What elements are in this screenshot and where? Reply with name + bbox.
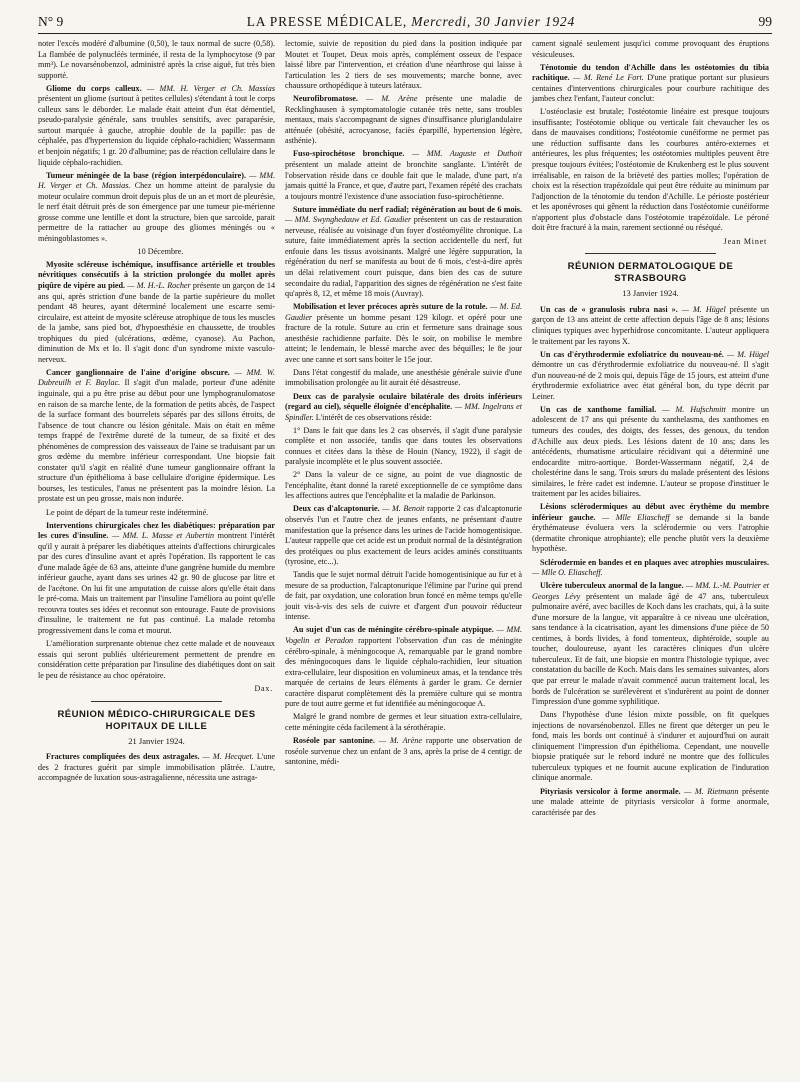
article-authors: — MM. L.-M. Pautrier et Georges Lévy — [532, 581, 770, 601]
issue-date: Mercredi, 30 Janvier 1924 — [411, 14, 576, 29]
article-text: présente un garçon de 14 ans qui, après striction d'une bande de la partie supérieure du mollet pendant 48 heures, ayant déterminé localement une escarre semi-circulaire, est atteint de myosite scléreuse atrophique de tous les muscles de la jambe, sans pied bot, d'hypoesthésie en chaussette, de troubles trophiques du pied (ulcérations, œdème, cyanose). Au Pachon, diminution de Mx et Io. Il s'agit donc d'un syndrome mixte vasculo-nerveux. — [38, 281, 276, 364]
session-date: 10 Décembre. — [137, 246, 184, 256]
article-authors: — M. Arène — [378, 735, 422, 745]
article-entry — [285, 392, 522, 424]
article-title: Lésions sclérodermiques au début avec érythème du membre inférieur gauche. — [532, 502, 769, 522]
article-entry — [285, 94, 522, 147]
text-columns — [38, 39, 772, 821]
article-entry — [285, 504, 522, 567]
article-title: Un cas de xanthome familial. — [540, 404, 657, 414]
paragraph: L'ostéoclasie est brutale; l'ostéotomie linéaire est presque toujours insuffisante; l'ostéotomie oblique ou verticale fait chevaucher les os dans de mauvaises conditions; l'ostéotomie cunéiforme ne permet pas une réduction suffisante dans les courbures antéro-externes et antérieures, les plus fréquentes; les ostéotomies multiples peuvent être presque toujours évitées; l'ostéotomie de Krukenberg est le plus souvent irréalisable, en raison de la brièveté des parties molles; l'opération de choix est la résection trapézoïdale qui peut être réduite au minimum par l'adjonction de la ténotomie du tendon d'Achille. Le périoste postérieur et les aponévroses qui gênent la réduction dans l'ostéotomie cunéiforme n'apportent plus d'obstacle dans l'ostéotomie trapézoïdale. Le péroné doit être fracturé à la main, rarement sectionné ou réséqué. — [532, 107, 769, 233]
article-authors: — MM. Vogelin et Peradon — [285, 625, 523, 646]
article-authors: — M. Hecquet. — [202, 752, 254, 762]
article-title: Neurofibromatose. — [293, 94, 358, 104]
paragraph: Tandis que le sujet normal détruit l'acide homogentisinique au fur et à mesure de sa production, l'alcaptonurique l'élimine par l'urine qui prend de fait, par oxydation, une coloration brun foncé en même temps qu'elle jouit vis-à-vis des sels de cuivre et d'argent d'un pouvoir réducteur intense. — [285, 570, 522, 622]
article-title: Au sujet d'un cas de méningite cérébro-spinale atypique. — [293, 625, 494, 635]
article-entry — [285, 625, 522, 709]
article-text: présente un garçon de 13 ans atteint de cette affection depuis l'âge de 8 ans; lésions cliniques typiques avec hyperhidrose concomitante. L'auteur appliquera le traitement par les rayons X. — [532, 304, 770, 346]
paragraph: Dans l'hypothèse d'une lésion mixte possible, on fit quelques injections de novarsénobenzol. Elles ne firent que déterger un peu le fond, mais les bords ont continué à s'indurer et aujourd'hui on aurait cliniquement l'impression d'un épithélioma. Cependant, une nouvelle biopsie pratiquée sur le rebord induré ne montre que des follicules tuberculeux typiques et ne fournit aucune explication de l'induration clinique anormale. — [532, 710, 769, 783]
article-text: présente une maladie de Recklinghausen à symptomatologie cutanée très nette, sans troubles mentaux, mais s'accompagnant de signes d'insuffisance pluriglandulaire atténuée (obésité, acrocyanose, faciès éparpillé, hypertension légère, asthénie). — [285, 94, 523, 146]
article-authors: — MM. L. Masse et Aubertin — [111, 531, 215, 541]
article-title: Deux cas de paralysie oculaire bilatérale des droits inférieurs (regard au ciel), séquelle éloignée d'encéphalite. — [285, 391, 522, 412]
article-title: Ténotomie du tendon d'Achille dans les ostéotomies du tibia rachitique. — [532, 62, 769, 83]
article-title: Fractures compliquées des deux astragales. — [46, 752, 200, 762]
paragraph: Dans l'état congestif du malade, une anesthésie générale suivie d'une immobilisation prolongée au lit aurait été désastreuse. — [285, 367, 522, 388]
article-authors: — M. René Le Fort. — [573, 73, 644, 83]
article-text: rapporte 2 cas d'alcaptonurie observés l'un et l'autre chez de jeunes enfants, ne présentant d'autre manifestation que la présence dans les urines de l'acide homogentisique. L'auteur rappelle que cet acide est un produit normal de la désintégration des protéiques ou plus exactement de leurs acides aminés constituants (tyrosine, etc...). — [285, 504, 523, 567]
article-title: Interventions chirurgicales chez les diabétiques: préparation par les cures d'insuline. — [38, 520, 275, 541]
article-text: montre un adolescent de 17 ans qui présente du xanthelasma, des xanthomes en tumeurs des coudes, des doigts, des fesses, des genoux, du tendon d'Achille aux deux pieds. Les lésions datent de 10 ans; dans les antécédents, rhumatisme articulaire récidivant qui a déterminé une endocardite mitro-aortique. Bordet-Wassermann négatif, 2,4 de cholestérine dans le sang. Trois sœurs du malade présentent des lésions similaires, le frère cadet est indemne. L'auteur se propose d'instituer le traitement par les acides biliaires. — [532, 404, 769, 499]
article-entry — [38, 368, 275, 505]
journal-name: LA PRESSE MÉDICALE, — [246, 14, 408, 29]
column-1 — [38, 39, 275, 821]
article-text: L'intérêt de ces observations réside: — [315, 412, 432, 422]
article-authors: — MM. Swynghedauw et Ed. Gaudier — [285, 215, 412, 225]
section-date: 13 Janvier 1924. — [622, 288, 679, 299]
article-authors: — MM. H. Verger et Ch. Massias. — [38, 170, 276, 191]
article-text: présente une malade atteinte de pityriasis versicolor à forme anormale, caractérisée par des — [532, 786, 770, 817]
article-title: Un cas de « granulosis rubra nasi ». — [540, 304, 678, 314]
article-authors: — M. Ed. Gaudier — [285, 302, 522, 322]
article-text: montrent l'intérêt qu'il y aurait à préparer les diabétiques atteints d'affections chirurgicales par des cures d'insuline avant et après l'opération. Ils rapportent le cas d'une malade âgée de 63 ans, atteinte d'une gangrène humide du membre inférieur gauche, ayant dans ses urines 42 gr. 90 de glucose par litre et de l'acétone. On lui fit une amputation de cuisse alors qu'elle était dans le pré-coma. Mais un traitement par l'insuline l'améliora au point qu'elle recouvra toutes ses idées et reconnut son entourage. Faute de provisions d'insuline, le traitement ne fut pas continué. La malade retomba progressivement dans le coma et mourut. — [38, 531, 275, 636]
article-title: Mobilisation et lever précoces après suture de la rotule. — [293, 302, 488, 312]
article-text: L'une des 2 fractures guérit par simple immobilisation plâtrée. L'autre, accompagnée de luxation sous-astragalienne, nécessita une astraga- — [38, 752, 276, 783]
article-entry — [532, 581, 769, 708]
paragraph: L'amélioration surprenante obtenue chez cette malade et de nouveaux essais qui seront publiés ultérieurement permettent de prendre en considération cette préparation par l'insuline des diabétiques dont on sait le peu de résistance au choc opératoire. — [38, 639, 275, 680]
article-text: présentent un malade âgé de 47 ans, tuberculeux pulmonaire avéré, avec bacilles de Koch dans les crachats, qui, à la suite d'une morsure de la langue, vit apparaître à ce niveau une ulcération, sans tendance à la cicatrisation, ayant les dimensions d'une pièce de 50 centimes, à bords livides, à fond tomenteux, diphtéroïde, souple au toucher, douloureuse, ayant les caractères cliniques d'un ulcère tuberculeux. Et de fait, une biopsie en montra l'histologie typique, avec constatation du bacille de Koch. Mais dans les semaines suivantes, alors que par erreur le malade n'avait commencé aucun traitement local, les bords de l'ulcération se surélevèrent et s'indurèrent au point de donner l'impression d'une gomme syphilitique. — [532, 591, 769, 707]
section-date: 21 Janvier 1924. — [128, 735, 185, 746]
article-text: rapportent l'observation d'un cas de méningite cérébro-spinale, à méningocoque A, remarquable par le grand nombre des méningocoques dans le liquide céphalo-rachidien, leur situation extra-cellulaire, leur disposition en volumineux amas, et la tendance très marquée de certains de leurs éléments à garder le gram. Ce dernier caractère disparut complètement dès la première culture qui se montra pure de tout autre germe et fut identifiée au méningocoque A. — [285, 636, 522, 709]
article-entry — [532, 502, 769, 555]
article-text: Il s'agit d'un malade, porteur d'une adénite inguinale, qui a pu être prise au début pour une lymphogranulomatose en raison de sa marche lente, de la formation de petits abcès, de l'aspect de la surface formant des bourrelets séparés par des sillons étroits, de l'absence de tout chancre ou lésion génitale. Mais on était en même temps frappé de l'extrême dureté de la tumeur, de sa fixité et des phénomènes de compression des vaisseaux de l'aine se traduisant par un gros œdème du membre inférieur correspondant. Une biopsie fait constater qu'il s'agit en réalité d'une tumeur ganglionnaire offrant la structure d'un épithélioma à base cellulaire d'origine épidermique. Les bourses, les testicules, l'anus ne présentent pas la moindre lésion. La prostate est un peu grosse, mais non indurée. — [38, 378, 276, 504]
section-heading: RÉUNION DERMATOLOGIQUE DE STRASBOURG — [567, 261, 734, 285]
article-entry — [532, 63, 769, 105]
article-title: Pityriasis versicolor à forme anormale. — [540, 786, 681, 796]
article-authors: — M. Arène — [366, 94, 418, 104]
paragraph: 2° Dans la valeur de ce signe, au point de vue diagnostic de l'encéphalite, étant donné la rareté exceptionnelle de ce symptôme dans les affections autres que l'encéphalite et la maladie de Parkinson. — [285, 470, 522, 501]
article-entry — [532, 787, 769, 819]
article-text: se demande si la bande érythémateuse évoluera vers la sclérodermie ou vers l'atrophie (dermatite chronique atrophiante); elle penche plutôt vers la deuxième hypothèse. — [532, 512, 770, 554]
article-title: Gliome du corps calleux. — [46, 83, 142, 93]
article-title: Tumeur méningée de la base (région interpédonculaire). — [46, 170, 247, 180]
article-entry — [38, 171, 275, 245]
article-authors: — Mlle O. Eliascheff. — [532, 568, 603, 578]
article-authors: — MM. Auguste et Duthoit — [412, 149, 523, 159]
article-text: D'une pratique portant sur plusieurs centaines d'interventions chirurgicales pour courbure rachitique des jambes chez l'enfant, l'auteur conclut: — [532, 73, 770, 104]
article-title: Un cas d'érythrodermie exfoliatrice du nouveau-né. — [540, 349, 724, 359]
article-entry — [38, 84, 275, 168]
article-text: présente un homme pesant 129 kilogr. et opéré pour une fracture de la rotule. Suture au crin et fermeture sans drainage sous anesthésie rachidienne parfaite. Dès le soir, on mobilise le membre atteint; le lendemain, le blessé marche avec des béquilles; le 8e jour avec une canne et sort sans boiter le 15e jour. — [285, 312, 523, 364]
article-entry — [532, 405, 769, 500]
article-entry — [38, 752, 275, 784]
article-authors: — MM. Ingelrans et Spindler. — [285, 402, 522, 422]
paragraph: cament signalé seulement jusqu'ici comme provoquant des éruptions vésiculeuses. — [532, 39, 769, 59]
article-authors: — MM. H. Verger et Ch. Massias — [146, 83, 276, 93]
column-3 — [532, 39, 769, 821]
article-text: présentent un malade atteint de bronchite sanglante. L'intérêt de l'observation réside dans ce double fait que le malade, d'une part, n'a jamais quitté la France, et que, d'autre part, l'examen répété des crachats a toujours montré l'existence d'une association fuso-spirochétienne. — [285, 160, 522, 201]
article-authors: — M. Hügel — [681, 304, 726, 314]
article-entry — [38, 521, 275, 637]
article-entry — [532, 350, 769, 403]
article-authors: — M. Rietmann — [684, 786, 739, 796]
page-number: 99 — [758, 14, 772, 29]
signature: Dax. — [254, 684, 273, 694]
paragraph: 1° Dans le fait que dans les 2 cas observés, il s'agit d'une paralysie complète et non associée, tandis que dans toutes les observations connues et citées dans la thèse de Houin (Nancy, 1922), il s'agit de paralysie incomplète et le plus souvent associée. — [285, 425, 522, 467]
paragraph: noter l'excès modéré d'albumine (0,50), le taux normal de sucre (0,58). La flambée de polynucléés terminée, il resta de la lymphocytose (9 par mm³). Le novarsénobenzol, administré après la crise aiguë, fut très bien supporté. — [38, 39, 275, 80]
divider — [91, 701, 221, 702]
article-entry — [285, 149, 522, 202]
article-title: Ulcère tuberculeux anormal de la langue. — [540, 581, 684, 591]
article-authors: — M. Hufschmitt — [662, 404, 726, 414]
journal-title — [247, 14, 575, 30]
paragraph: Le point de départ de la tumeur reste indéterminé. — [46, 507, 209, 517]
article-entry — [532, 305, 769, 347]
article-entry — [38, 260, 275, 365]
article-title: Cancer ganglionnaire de l'aine d'origine obscure. — [46, 367, 230, 377]
article-text: rapporte une observation de roséole survenue chez un enfant de 3 ans, après la prise de 4 centigr. de santonine, médi- — [285, 735, 523, 767]
article-entry — [285, 736, 522, 768]
paragraph: Malgré le grand nombre de germes et leur situation extra-cellulaire, cette méningite céda facilement à la sérothérapie. — [285, 712, 522, 732]
issue-number: N° 9 — [38, 14, 64, 29]
article-entry — [285, 302, 522, 365]
article-entry — [532, 558, 769, 579]
article-title: Roséole par santonine. — [293, 735, 375, 745]
article-text: présentent un gliome (surtout à petites cellules) s'étendant à tout le corps calleux sans le déborder. Le malade était atteint d'un état démentiel, pseudo-paralysie générale, sans troubles sensitifs, avec paraparésie, surtout marquée à gauche, atrophie double de la papille: pas de céphalée, pas d'hypertension du liquide céphalo-rachidien; Wassermann et benjoin négatifs; 1 gr. 20 d'albumine; pas de réaction cellulaire dans le liquide céphalo-rachidien. — [38, 94, 275, 167]
article-entry — [285, 205, 522, 300]
article-text: présentent un cas de restauration nerveuse, réalisée au voisinage d'un foyer d'ostéomyélite chronique. La suture, faite immédiatement après la section accidentelle du nerf, fut enfouie dans les tissus avoisinants. Malgré une légère suppuration, la régénération du nerf se manifesta au bout de 6 mois, c'est-à-dire après un délai relativement court puisque, dans bien des cas de suture secondaire du radial, l'apparition des signes de régénération ne s'est faite qu'après 8, 12, et même 18 mois (Auvray). — [285, 215, 522, 299]
column-2 — [285, 39, 522, 821]
article-title: Deux cas d'alcaptonurie. — [293, 504, 380, 514]
article-authors: — M. Benoit — [382, 504, 425, 514]
article-title: Suture immédiate du nerf radial; régénération au bout de 6 mois. — [293, 204, 522, 214]
article-authors: — Mlle Eliascheff — [602, 512, 670, 522]
paragraph: lectomie, suivie de reposition du pied dans la position indiquée par Moutet et Toupet. Deux mois après, complément osseux de l'espace laissé libre par l'intervention, et création d'une néarthrose qui laisse à l'articulation les 2 tiers de ses mouvements; marche bonne, avec chaussure orthopédique à tuteurs latéraux. — [285, 39, 522, 91]
section-heading: RÉUNION MÉDICO-CHIRURGICALE DES HOPITAUX DE LILLE — [57, 708, 256, 732]
article-authors: — M. Hügel — [726, 349, 769, 359]
running-header — [38, 14, 772, 34]
article-text: Chez un homme atteint de paralysie du moteur oculaire commun droit depuis plus de un an et mort de pleurésie, le nerf était détruit près de son émergence par une tumeur pie-mérienne grosse comme une lentille et dont la structure, bien que sarcoïde, parait permettre de la rattacher au groupe des gliomes méningés ou « méningoblastomes ». — [38, 181, 275, 243]
article-title: Sclérodermie en bandes et en plaques avec atrophies musculaires. — [540, 557, 769, 567]
article-title: Fuso-spirochétose bronchique. — [293, 149, 405, 159]
divider — [585, 253, 715, 254]
article-title: Myosite scléreuse ischémique, insuffisance artérielle et troubles névritiques consécutifs à la striction prolongée du mollet après piqûre de vipère au pied. — [38, 259, 275, 291]
signature: Jean Minet — [723, 236, 767, 246]
article-authors: — M. H.-L. Rocher — [127, 281, 191, 291]
article-text: démontre un cas d'érythrodermie exfoliatrice du nouveau-né. Il s'agit d'un nouveau-né de 2 mois qui, depuis l'âge de 15 jours, est atteint d'une érythrodermie exfoliatrice avec état général bon, du type décrit par Leiner. — [532, 360, 769, 401]
article-authors: — MM. W. Dubreuilh et F. Baylac. — [38, 367, 275, 388]
